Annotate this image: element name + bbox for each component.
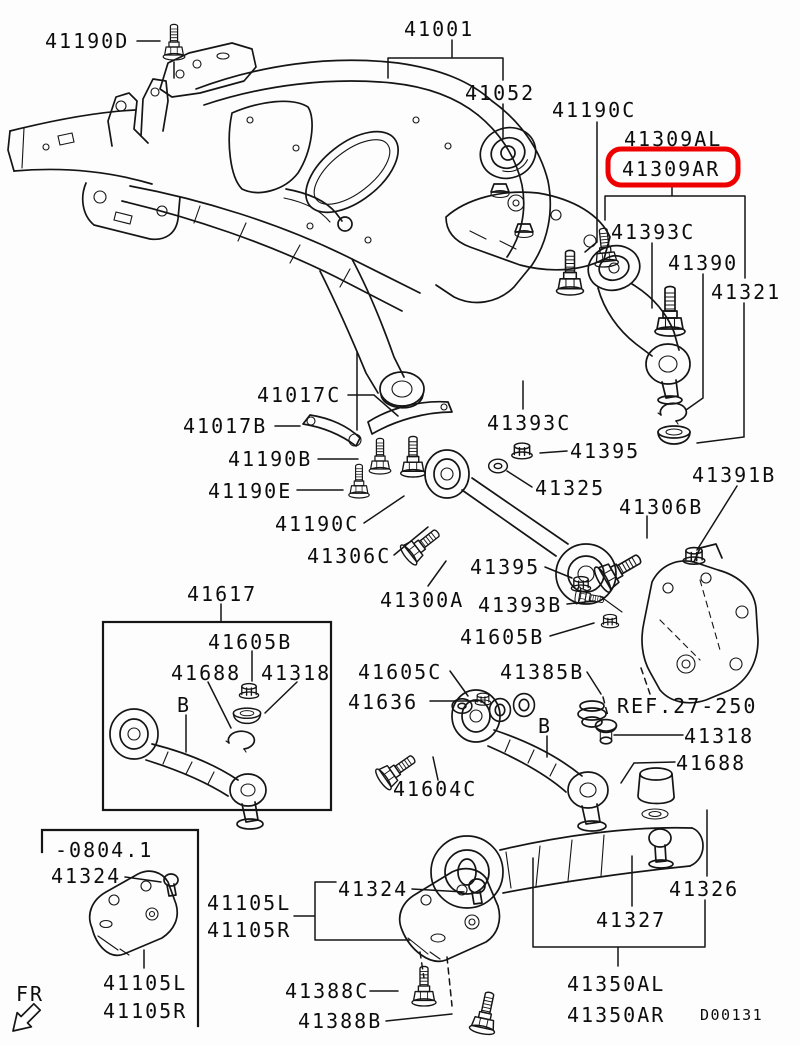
- bushing-41052: [473, 120, 543, 186]
- part-label-41605b: 41605B: [460, 625, 545, 649]
- part-label-41001: 41001: [404, 17, 475, 41]
- bolt-41390: [655, 287, 685, 337]
- snap-ring-upper: [658, 403, 686, 424]
- bolt-41190c-top: [557, 250, 584, 295]
- part-label-41318-box: 41318: [261, 661, 332, 685]
- part-label-41190e: 41190E: [208, 479, 293, 503]
- part-label-41306c: 41306C: [307, 544, 392, 568]
- part-label-41105l-box: 41105L: [103, 971, 188, 995]
- part-label-41105r: 41105R: [207, 918, 292, 942]
- cup-41321: [658, 426, 690, 444]
- part-label-41395-a: 41395: [570, 439, 641, 463]
- part-label-41604c: 41604C: [393, 777, 478, 801]
- part-label-41391b: 41391B: [692, 463, 777, 487]
- part-label-41324-box: 41324: [51, 864, 122, 888]
- bushing-41636-b: [514, 694, 535, 717]
- bolt-41190e: [349, 464, 369, 498]
- part-label-41306b: 41306B: [619, 495, 704, 519]
- bolt-41388b: [469, 990, 503, 1036]
- bolt-41190d: [163, 24, 185, 60]
- washer-41325: [489, 459, 508, 473]
- part-label-41324: 41324: [338, 877, 409, 901]
- nut-41605b-boxed: [239, 684, 258, 699]
- part-label-41388b: 41388B: [298, 1009, 383, 1033]
- nut-41605b: [601, 614, 618, 627]
- part-label-41309al: 41309AL: [624, 127, 723, 151]
- part-label-41327: 41327: [596, 908, 667, 932]
- part-label-41393c-b: 41393C: [487, 411, 572, 435]
- part-label-41190d: 41190D: [45, 29, 130, 53]
- part-label-41393c-a: 41393C: [611, 220, 696, 244]
- applicability-label: -0804.1: [55, 838, 154, 862]
- bolt-41306b: [592, 546, 647, 594]
- part-label-41605b-box: 41605B: [208, 630, 293, 654]
- knuckle-ref-27-250: [642, 544, 758, 703]
- nut-41395-a: [512, 443, 532, 459]
- part-label-41350ar: 41350AR: [567, 1003, 666, 1027]
- bolt-41190c-mid: [401, 436, 426, 477]
- dust-cover-41688-right: [638, 768, 674, 819]
- part-label-41017c: 41017C: [257, 383, 342, 407]
- view-label-b-arm: B: [538, 714, 553, 738]
- part-label-41190b: 41190B: [228, 447, 313, 471]
- view-label-b-box: B: [177, 693, 192, 717]
- part-label-41105r-box: 41105R: [103, 999, 188, 1023]
- ball-stud-trailing-arm: [649, 829, 673, 868]
- bump-rubber-41385b: [578, 701, 606, 727]
- part-label-41052: 41052: [465, 81, 536, 105]
- part-label-41350al: 41350AL: [567, 972, 666, 996]
- part-label-41388c: 41388C: [285, 979, 370, 1003]
- part-label-41688-r: 41688: [676, 751, 747, 775]
- lower-arm-b-right: [452, 690, 608, 831]
- fr-direction-arrow: [13, 1004, 40, 1031]
- bolt-41388c: [412, 966, 436, 1006]
- drawing-code: D00131: [700, 1006, 764, 1024]
- part-label-41190c-top: 41190C: [552, 98, 637, 122]
- bolt-41190b: [369, 438, 391, 474]
- stopper-41318-right: [596, 720, 617, 744]
- part-label-41017b: 41017B: [183, 414, 268, 438]
- part-label-41326: 41326: [669, 877, 740, 901]
- part-label-41385b: 41385B: [500, 660, 585, 684]
- part-label-41605c: 41605C: [358, 660, 443, 684]
- part-label-41390: 41390: [668, 251, 739, 275]
- ref-label-27-250: REF.27-250: [617, 694, 758, 718]
- part-label-41309ar-highlighted: 41309AR: [622, 157, 721, 181]
- part-label-41636: 41636: [348, 690, 419, 714]
- part-label-41190c-mid: 41190C: [275, 512, 360, 536]
- part-label-41617: 41617: [187, 582, 258, 606]
- part-label-41105l: 41105L: [207, 891, 292, 915]
- part-label-41300a: 41300A: [380, 588, 465, 612]
- plate-41017b: [303, 415, 360, 446]
- bolt-41306c: [398, 523, 445, 567]
- part-label-41395-b: 41395: [470, 555, 541, 579]
- part-label-41318-r: 41318: [684, 724, 755, 748]
- part-label-41393b: 41393B: [478, 593, 563, 617]
- part-label-41325: 41325: [535, 476, 606, 500]
- cup-41318-boxed: [233, 708, 260, 723]
- part-label-41688-box: 41688: [171, 661, 242, 685]
- fr-direction-label: FR: [16, 982, 45, 1006]
- part-label-41321: 41321: [711, 280, 782, 304]
- nut-41605c: [475, 693, 491, 705]
- snap-ring-41688-boxed: [226, 731, 254, 752]
